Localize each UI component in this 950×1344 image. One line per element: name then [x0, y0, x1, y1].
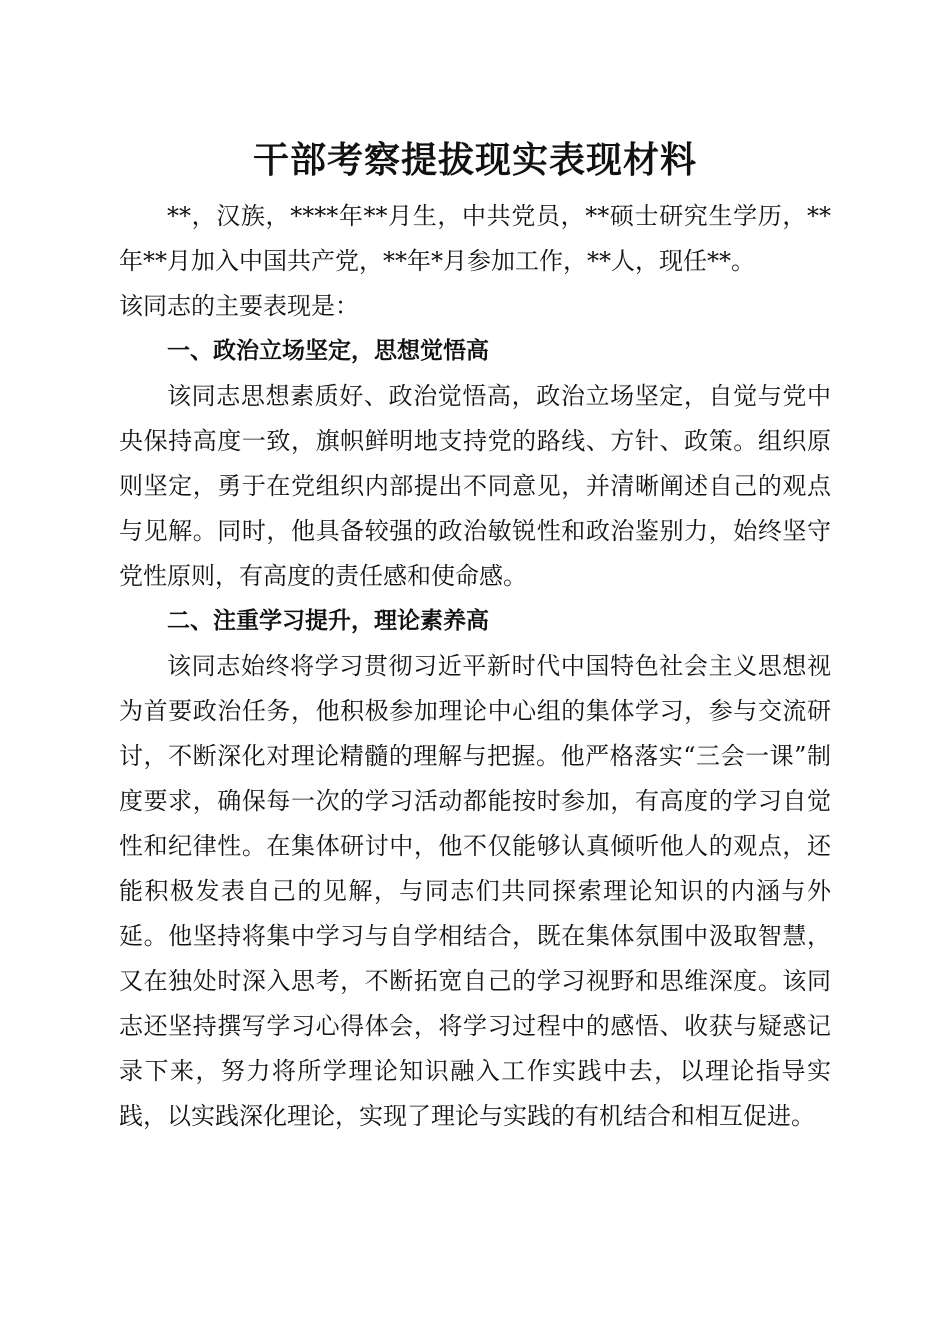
section-paragraph-2: 该同志始终将学习贯彻习近平新时代中国特色社会主义思想视为首要政治任务，他积极参加理论中心组的集体学习，参与交流研讨，不断深化对理论精髓的理解与把握。他严格落实“三会一课”制度要求，确保每一次的学习活动都能按时参加，有高度的学习自觉性和纪律性。在集体研讨中，他不仅能够认真倾听他人的观点，还能积极发表自己的见解，与同志们共同探索理论知识的内涵与外延。他坚持将集中学习与自学相结合，既在集体氛围中汲取智慧，又在独处时深入思考，不断拓宽自己的学习视野和思维深度。该同志还坚持撰写学习心得体会，将学习过程中的感悟、收获与疑惑记录下来，努力将所学理论知识融入工作实践中去，以理论指导实践，以实践深化理论，实现了理论与实践的有机结合和相互促进。 — [119, 652, 831, 1130]
intro-paragraph — [119, 194, 831, 329]
section-paragraph-1: 该同志思想素质好、政治觉悟高，政治立场坚定，自觉与党中央保持高度一致，旗帜鲜明地支持党的路线、方针、政策。组织原则坚定，勇于在党组织内部提出不同意见，并清晰阐述自己的观点与见解。同时，他具备较强的政治敏锐性和政治鉴别力，始终坚守党性原则，有高度的责任感和使命感。 — [119, 382, 831, 590]
document-body — [119, 194, 831, 1139]
section-heading-2: 二、注重学习提升，理论素养高 — [167, 608, 489, 634]
intro-continuation: 该同志的主要表现是： — [119, 292, 359, 320]
intro-text: **，汉族，****年**月生，中共党员，**硕士研究生学历，**年**月加入中国共产党，**年*月参加工作，**人，现任**。 — [119, 202, 831, 275]
section-heading-1: 一、政治立场坚定，思想觉悟高 — [167, 338, 489, 364]
document-title: 干部考察提拔现实表现材料 — [252, 139, 697, 181]
